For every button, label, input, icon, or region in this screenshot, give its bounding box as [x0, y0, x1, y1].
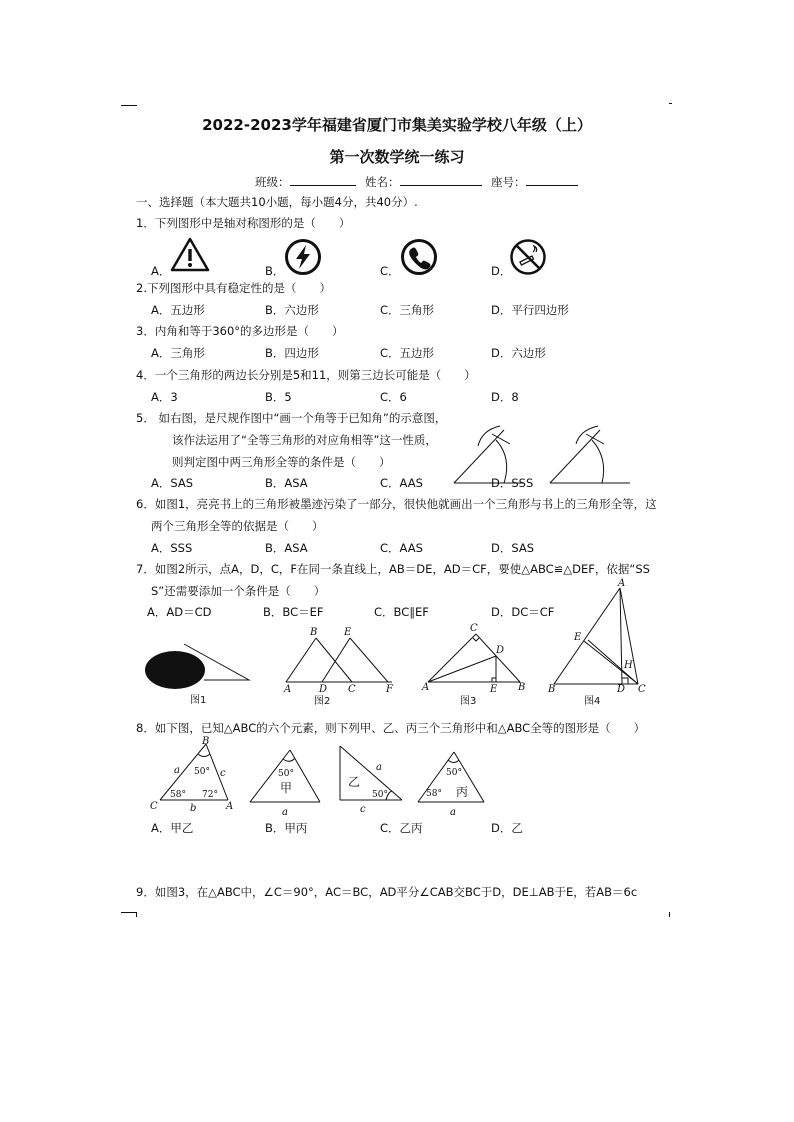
figure-1-caption: 图1 — [190, 695, 207, 706]
class-label: 班级： — [255, 175, 290, 189]
abc-side-a: a — [174, 765, 180, 776]
q8-option-a[interactable]: A．甲乙 — [151, 821, 194, 835]
q4-option-d[interactable]: D．8 — [491, 390, 519, 404]
name-label: 姓名： — [365, 175, 400, 189]
q4-option-c[interactable]: C．6 — [380, 390, 407, 404]
q8-triangle-bing — [414, 746, 490, 822]
q9-stem: 9．如图3，在△ABC中，∠C＝90°，AC＝BC，AD平分∠CAB交BC于D，DE⊥AB于E，若AB＝6c — [136, 885, 638, 899]
q5-option-a[interactable]: A．SAS — [151, 476, 194, 490]
jia-name: 甲 — [280, 781, 293, 795]
abc-angle-b: 50° — [194, 767, 210, 777]
bing-angle-top: 50° — [446, 768, 462, 778]
q5-option-d[interactable]: D．SSS — [491, 476, 534, 490]
jia-side-a: a — [282, 807, 288, 818]
corner-mark-bottom-left — [121, 912, 137, 913]
section-heading: 一、选择题（本大题共10小题，每小题4分，共40分）. — [136, 195, 418, 209]
fig3-label-d: D — [496, 645, 505, 656]
abc-angle-a: 72° — [202, 790, 218, 800]
q4-stem: 4．一个三角形的两边长分别是5和11，则第三边长可能是（ ） — [136, 368, 476, 382]
q3-option-c[interactable]: C．五边形 — [380, 346, 435, 360]
seat-field[interactable] — [491, 173, 578, 189]
q7-line2: S”还需要添加一个条件是（ ） — [151, 584, 326, 598]
yi-side-a: a — [376, 762, 382, 773]
figure-2-caption: 图2 — [314, 696, 331, 707]
fig3-label-b: B — [518, 682, 526, 693]
figure-2-two-triangles — [280, 624, 400, 694]
fig2-label-b: B — [310, 627, 318, 638]
fig4-label-a: A — [618, 578, 626, 589]
corner-mark-top-left — [121, 105, 137, 106]
q2-stem: 2.下列图形中具有稳定性的是（ ） — [136, 281, 331, 295]
corner-mark-bottom-right — [669, 912, 670, 917]
figure-3-caption: 图3 — [460, 696, 477, 707]
q8-triangle-yi — [336, 742, 408, 818]
q2-option-b[interactable]: B．六边形 — [265, 303, 319, 317]
fig2-label-c: C — [348, 684, 356, 695]
q6-line1: 6．如图1，亮亮书上的三角形被墨迹污染了一部分，很快他就画出一个三角形与书上的三角形全等，这 — [136, 497, 657, 511]
q6-option-a[interactable]: A．SSS — [151, 541, 193, 555]
q8-option-d[interactable]: D．乙 — [491, 821, 523, 835]
yi-name: 乙 — [348, 775, 361, 789]
q3-option-d[interactable]: D．六边形 — [491, 346, 546, 360]
figure-4-caption: 图4 — [584, 696, 601, 707]
jia-angle: 50° — [278, 769, 294, 779]
q5-line1: 5． 如右图，是尺规作图中“画一个角等于已知角”的示意图， — [136, 411, 447, 425]
q8-stem: 8．如下图，已知△ABC的六个元素，则下列甲、乙、丙三个三角形中和△ABC全等的图形是（ ） — [136, 721, 646, 735]
seat-label: 座号： — [491, 175, 526, 189]
fig4-label-d: D — [617, 684, 626, 695]
corner-mark-top-right — [669, 103, 672, 104]
fig4-label-b: B — [548, 684, 556, 695]
q5-option-c[interactable]: C．AAS — [380, 476, 423, 490]
corner-mark-bottom-left-tick — [136, 912, 137, 917]
q8-triangle-abc — [146, 736, 238, 812]
q1-stem: 1．下列图形中是轴对称图形的是（ ） — [136, 216, 351, 230]
no-smoking-sign-icon — [509, 238, 547, 276]
class-blank[interactable] — [290, 173, 356, 186]
q8-triangle-jia — [246, 744, 326, 820]
q1-option-d[interactable]: D． — [491, 264, 512, 278]
abc-angle-c: 58° — [170, 790, 186, 800]
q4-option-b[interactable]: B．5 — [265, 390, 292, 404]
q1-option-c[interactable]: C． — [380, 264, 400, 278]
figure-1-inked-triangle — [144, 640, 254, 692]
bing-side-a: a — [450, 807, 456, 818]
fig2-label-d: D — [319, 684, 328, 695]
abc-side-c: c — [220, 768, 226, 779]
telephone-sign-icon — [400, 238, 438, 276]
q7-line1: 7．如图2所示，点A，D，C，F在同一条直线上，AB＝DE，AD＝CF，要使△ABC≌△DEF，依据“SS — [136, 562, 650, 576]
q7-option-a[interactable]: A．AD＝CD — [147, 605, 212, 619]
yi-angle: 50° — [372, 790, 388, 800]
lightning-sign-icon — [284, 238, 322, 276]
q1-option-a[interactable]: A． — [151, 264, 171, 278]
q8-option-c[interactable]: C．乙丙 — [380, 821, 423, 835]
q4-option-a[interactable]: A．3 — [151, 390, 178, 404]
q6-option-c[interactable]: C．AAS — [380, 541, 423, 555]
name-field[interactable] — [365, 173, 482, 189]
q5-option-b[interactable]: B．ASA — [265, 476, 308, 490]
fig3-label-c: C — [470, 623, 478, 634]
figure-3-right-triangle — [420, 620, 532, 695]
fig3-label-e: E — [490, 684, 498, 695]
q2-option-d[interactable]: D．平行四边形 — [491, 303, 569, 317]
yi-side-c: c — [360, 804, 366, 815]
name-blank[interactable] — [400, 173, 482, 186]
fig2-label-f: F — [386, 684, 393, 695]
fig2-label-e: E — [344, 627, 352, 638]
compass-construction-figure — [452, 424, 634, 486]
fig3-label-a: A — [422, 682, 430, 693]
q6-option-d[interactable]: D．SAS — [491, 541, 535, 555]
abc-label-c: C — [150, 801, 158, 812]
warning-triangle-icon — [170, 237, 210, 273]
q3-stem: 3．内角和等于360°的多边形是（ ） — [136, 324, 344, 338]
page-title: 2022-2023学年福建省厦门市集美实验学校八年级（上） — [202, 116, 592, 134]
bing-name: 丙 — [456, 785, 469, 799]
q5-line3: 则判定图中两三角形全等的条件是（ ） — [172, 455, 391, 469]
bing-angle-left: 58° — [426, 789, 442, 799]
fig4-label-c: C — [638, 684, 646, 695]
q2-option-a[interactable]: A．五边形 — [151, 303, 205, 317]
q7-option-c[interactable]: C．BC∥EF — [374, 605, 429, 619]
q5-line2: 该作法运用了“全等三角形的对应角相等”这一性质， — [172, 433, 437, 447]
q3-option-a[interactable]: A．三角形 — [151, 346, 205, 360]
q8-option-b[interactable]: B．甲丙 — [265, 821, 308, 835]
q3-option-b[interactable]: B．四边形 — [265, 346, 319, 360]
q1-option-b[interactable]: B． — [265, 264, 285, 278]
fig4-label-h: H — [624, 660, 633, 671]
abc-label-b: B — [202, 736, 210, 747]
q6-line2: 两个三角形全等的依据是（ ） — [151, 519, 324, 533]
q6-option-b[interactable]: B．ASA — [265, 541, 308, 555]
fig4-label-e: E — [574, 632, 582, 643]
seat-blank[interactable] — [526, 173, 578, 186]
abc-side-b: b — [190, 803, 197, 814]
figure-4-altitude-triangle — [546, 578, 650, 695]
class-field[interactable] — [255, 173, 356, 189]
abc-label-a: A — [226, 801, 234, 812]
fig2-label-a: A — [284, 684, 292, 695]
q2-option-c[interactable]: C．三角形 — [380, 303, 435, 317]
page-subtitle: 第一次数学统一练习 — [329, 148, 465, 166]
q7-option-d[interactable]: D．DC＝CF — [491, 605, 555, 619]
q7-option-b[interactable]: B．BC＝EF — [263, 605, 324, 619]
